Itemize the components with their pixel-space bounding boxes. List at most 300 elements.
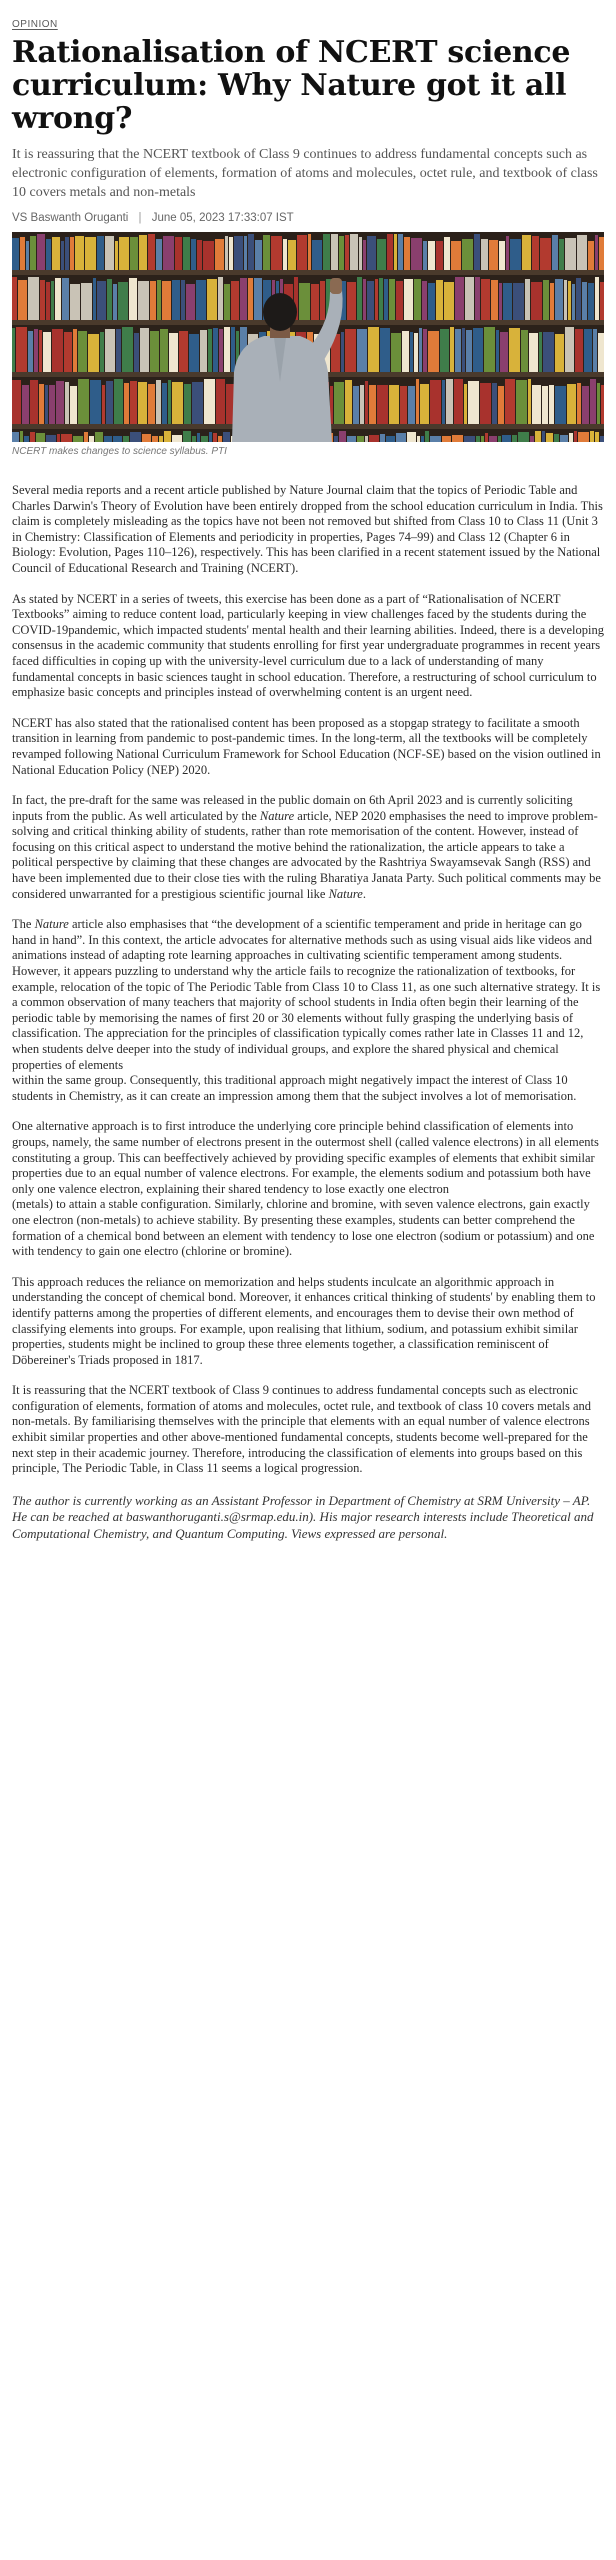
book-spine [119,237,129,270]
book-spine [535,431,541,442]
book-spine [160,329,168,372]
image-caption: NCERT makes changes to science syllabus. PTI [12,446,227,457]
book-spine [179,331,188,372]
book-spine [254,278,262,320]
publish-date: June 05, 2023 17:33:07 IST [151,212,294,224]
book-spine [28,331,33,372]
book-spine [500,332,508,372]
book-spine [359,237,362,270]
book-spine [595,235,598,270]
book-spine [219,329,223,372]
shelf-board [12,270,604,275]
book-spine [440,329,449,372]
book-spine [404,279,413,320]
book-spine [283,239,287,270]
book-spine [229,237,233,270]
book-spine [474,234,480,270]
book-spine [57,434,60,442]
book-spine [162,281,171,320]
book-spine [404,237,410,270]
book-spine [532,385,541,424]
book-spine [555,386,566,424]
book-spine [123,436,129,442]
book-spine [172,382,183,424]
book-spine [320,281,325,320]
book-spine [375,279,378,320]
book-spine [163,236,174,270]
book-spine [430,380,441,424]
book-spine [554,434,559,442]
book-spine [46,435,56,442]
book-spine [150,331,159,372]
book-spine [499,283,502,320]
book-spine [148,234,155,270]
book-spine [476,436,480,442]
book-spine [357,436,364,442]
byline-separator: | [138,212,142,224]
book-spine [600,282,604,320]
book-spine [159,436,163,442]
book-spine [357,329,367,372]
book-spine [104,436,112,442]
book-spine [148,384,155,424]
book-spine [454,379,463,424]
book-spine [577,235,587,270]
book-spine [172,435,182,442]
book-spine [218,277,223,320]
book-spine [387,234,393,270]
book-spine [420,384,429,424]
paragraph: It is reassuring that the NCERT textbook of Class 9 continues to address fundamental concepts such as electronic configuration of elements, formation of atoms and molecules, octet rule, and textbook of class 10 covers metals and non-metals. By familiarising themselves with the principle that elements with an equal number of valence electrons exhibit similar properties and other above-mentioned fundamental concepts, students become well-prepared for the next step in their academic journey. Therefore, introducing the classification of elements into groups based on this principle, The Periodic Table, in Class 11 seems a logical progression. [12,1383,591,1476]
book-spine [485,433,488,442]
book-spine [78,331,87,372]
book-spine [164,431,171,442]
book-spine [491,280,498,320]
book-spine [244,236,247,270]
book-spine [430,436,441,442]
author-note: The author is currently working as an Assistant Professor in Department of Chemistry at SRM University – AP. He can be reached at baswanthoruganti.s@srmap.edu.in). His major research interests include Theoretical and Computational Chemistry, and Quantum Computing. Views expressed are personal. [12,1492,594,1541]
book-spine [200,330,207,372]
book-spine [240,278,247,320]
book-spine [540,238,551,270]
book-spine [407,432,416,442]
book-spine [56,381,64,424]
book-spine [442,380,445,424]
book-spine [481,239,488,270]
book-spine [234,236,243,270]
book-spine [75,236,84,270]
book-spine [308,234,311,270]
book-spine [288,240,296,270]
book-spine [113,436,122,442]
book-spine [525,279,530,320]
book-spine [37,234,45,270]
book-spine [377,385,388,424]
text-run: The [12,917,35,932]
book-spine [367,236,376,270]
book-spine [542,386,548,424]
book-spine [408,386,415,424]
author-name[interactable]: VS Baswanth Oruganti [12,212,129,224]
book-spine [208,329,212,372]
section-kicker[interactable]: OPINION [12,19,58,30]
book-spine [152,436,158,442]
book-spine [532,236,539,270]
book-spine [201,436,208,442]
book-spine [365,436,368,442]
book-spine [255,240,262,270]
book-spine [78,379,89,424]
book-spine [248,234,254,270]
book-spine [595,432,599,442]
book-spine [423,241,427,270]
book-spine [578,432,589,442]
book-spine [339,431,346,442]
book-spine [28,277,39,320]
book-spine [590,379,596,424]
paragraph: Several media reports and a recent article published by Nature Journal claim that the topics of Periodic Table and Charles Darwin's Theory of Evolution have been entirely dropped from the school education curriculum in India. This claim is completely misleading as the topics have not been not removed but shifted from Class 10 to Class 11 (Unit 3 in Chemistry: Classification of Elements and periodicity in properties, Pages 74–99) and Class 12 (Chapter 6 in Biology: Evolution, Pages 110–126), respectively. This has been clarified in a recent statement issued by the National Council of Educational Research and Training (NCERT). [12,483,603,575]
book-spine [224,284,230,320]
journal-name: Nature [34,917,69,932]
book-spine [452,435,463,442]
book-spine [105,329,115,372]
book-spine [43,332,51,372]
book-spine [90,380,101,424]
book-spine [22,385,29,424]
book-spine [52,237,60,270]
byline [12,212,604,224]
book-spine [215,239,224,270]
book-spine [509,328,520,372]
book-spine [209,432,212,442]
book-spine [345,380,352,424]
book-spine [489,240,498,270]
book-spine [46,282,50,320]
book-spine [353,386,359,424]
book-spine [428,241,435,270]
book-spine [345,235,349,270]
book-spine [216,379,225,424]
book-spine [65,382,69,424]
book-spine [138,281,149,320]
book-spine [597,383,600,424]
book-spine [213,433,217,442]
book-spine [518,432,529,442]
book-spine [89,436,94,442]
book-spine [39,330,42,372]
book-spine [183,431,191,442]
book-spine [107,279,112,320]
book-spine [588,241,594,270]
book-spine [546,433,553,442]
book-spine [422,281,427,320]
book-spine [181,280,185,320]
book-spine [263,235,270,270]
book-spine [122,327,133,372]
book-spine [299,283,310,320]
book-spine [567,384,576,424]
book-spine [345,329,356,372]
book-spine [203,241,214,270]
book-spine [116,329,121,372]
book-spine [414,333,418,372]
book-spine [396,433,406,442]
book-spine [105,236,114,270]
book-spine [100,332,104,372]
book-spine [446,379,453,424]
book-spine [398,234,403,270]
book-spine [204,379,215,424]
book-spine [12,238,19,270]
book-spine [368,327,379,372]
book-spine [379,278,383,320]
book-spine [113,284,117,320]
book-spine [18,280,27,320]
paragraph [12,793,604,902]
book-spine [24,436,29,442]
book-spine [334,382,344,424]
book-spine [598,333,604,372]
book-spine [550,283,554,320]
book-spine [312,240,322,270]
book-spine [555,279,563,320]
book-spine [34,329,38,372]
book-spine [85,237,96,270]
book-spine [436,241,443,270]
book-spine [462,239,473,270]
book-spine [475,277,480,320]
book-spine [444,282,454,320]
paragraph: As stated by NCERT in a series of tweets, this exercise has been done as a part of “Rationalisation of NCERT Textbooks” aiming to reduce content load, particularly keeping in view challenges faced by the students during the COVID-19pandemic, which impacted students' mental health and their learning abilities. Indeed, there is a developing consensus in the academic community that students enrolling for first year undergraduate programmes in recent years faced difficulties in coping up with the university-level curriculum due to a lack of understanding of many fundamental concepts in basic sciences taught in school education. Therefore, a restructuring of school curriculum to emphasize basic concepts and principles instead of overwhelming content is an urgent need. [12,591,605,700]
book-spine [12,328,15,372]
book-spine [225,236,228,270]
book-spine [138,382,147,424]
book-spine [543,280,549,320]
book-spine [36,433,45,442]
book-spine [411,238,422,270]
book-spine [513,283,524,320]
book-spine [560,435,568,442]
book-spine [97,236,104,270]
book-spine [394,234,397,270]
book-spine [465,277,474,320]
book-spine [480,383,491,424]
book-spine [529,333,538,372]
book-spine [357,277,362,320]
journal-name: Nature [328,886,363,901]
book-spine [93,278,96,320]
book-spine [73,329,77,372]
book-spine [134,333,139,372]
paragraph: One alternative approach is to first introduce the underlying core principle behind classification of elements into groups, namely, the same number of electrons present in the outermost shell (called valence electrons) in all elements constituting a group. This can beeffectively achieved by providing specific examples of elements that exhibit similar properties due to an equal number of valence electrons. For example, the elements sodium and potassium both have only one valence electron, explaining their shared tendency to lose exactly one electron [12,1119,599,1196]
book-spine [559,239,564,270]
book-spine [73,436,83,442]
book-spine [510,239,521,270]
book-spine [492,383,497,424]
book-spine [331,234,338,270]
book-spine [498,436,501,442]
book-spine [213,328,218,372]
book-spine [118,282,128,320]
book-spine [473,328,483,372]
book-spine [189,334,199,372]
book-spine [311,284,319,320]
book-spine [231,281,239,320]
book-spine [172,280,180,320]
book-spine [157,280,161,320]
book-spine [156,380,161,424]
book-spine [421,436,424,442]
book-spine [347,436,356,442]
shelf-board [12,320,604,325]
book-spine [39,384,44,424]
journal-name: Nature [259,808,295,823]
book-spine [52,329,63,372]
book-spine [16,327,27,372]
book-spine [419,328,422,372]
book-spine [49,385,55,424]
book-spine [543,332,554,372]
book-spine [569,433,573,442]
book-spine [12,380,21,424]
book-spine [549,385,554,424]
book-spine [531,282,542,320]
book-spine [499,241,505,270]
book-spine [231,327,235,372]
book-spine [464,384,467,424]
book-spine [428,331,439,372]
book-spine [506,236,509,270]
book-spine [46,239,51,270]
book-spine [367,281,374,320]
book-spine [386,436,395,442]
book-spine [391,333,401,372]
book-spine [61,434,72,442]
book-spine [436,280,443,320]
book-spine [369,435,379,442]
book-spine [464,436,475,442]
book-spine [576,278,581,320]
book-spine [197,433,200,442]
book-spine [502,435,511,442]
book-spine [363,279,366,320]
book-spine [555,334,564,372]
book-spine [574,431,577,442]
book-spine [55,278,61,320]
book-spine [584,329,592,372]
book-spine [115,241,118,270]
book-spine [455,277,464,320]
book-spine [369,385,376,424]
paragraph: This approach reduces the reliance on memorization and helps students inculcate an algorithmic approach in understanding the concept of chemical bond. Moreover, it enhances critical thinking of students' by enabling them to identify patterns among the properties of different elements, and encourages them to devise their own method of classifying elements into groups. For example, upon realising that lithium, sodium, and potassium exhibit similar properties, students might be inclined to group these three elements together, a classification reminiscent of Döbereiner's Triads proposed in 1817. [12,1274,596,1367]
book-spine [124,383,129,424]
book-spine [481,279,490,320]
book-spine [462,328,465,372]
book-spine [503,283,512,320]
book-spine [168,380,171,424]
book-spine [365,381,368,424]
book-spine [114,379,123,424]
book-spine [341,332,344,372]
book-spine [400,386,407,424]
book-spine [102,385,105,424]
text-run: article also emphasises that “the development of a scientific temperament and pride in heritage can go hand in hand”. In this context, the article advocates for alternative methods such as using visual aids like videos and animations instead of adapting rote learning approaches in cultivating scientific temperament among students. However, it appears puzzling to understand why the article fails to recognize the rationalization of textbooks, for example, relocation of the topic of The Periodic Table from Class 10 to Class 11, as one such alternative strategy. It is a common observation of many teachers that majority of school students in India often begin their learning of the periodic table by memorising the names of first 20 or 30 elements without fully grasping the underlying basis of classification. The appreciation for the principles of classification typically comes rather late in Classes 11 and 12, when students delve deeper into the study of individual groups, and explore the shared physical and chemical properties of elements [12,917,601,1072]
paragraph: (metals) to attain a stable configuration. Similarly, chlorine and bromine, with seven valence electrons, gain exactly one electron (non-metals) to achieve stability. By presenting these examples, students can better comprehend the formation of a chemical bond between an element with tendency to lose one electron (sodium or potassium) and one with tendency to gain one electro (chlorine or bromine). [12,1197,595,1259]
book-spine [30,236,36,270]
book-spine [512,435,517,442]
book-spine [539,332,542,372]
book-spine [196,280,206,320]
book-spine [129,278,137,320]
book-spine [224,327,230,372]
book-spine [139,235,147,270]
book-spine [62,278,69,320]
book-spine [61,241,64,270]
book-spine [496,330,499,372]
book-spine [451,241,461,270]
book-spine [360,385,364,424]
book-spine [468,381,479,424]
book-spine [377,239,386,270]
hero-image [12,232,604,442]
book-spine [444,237,450,270]
book-spine [183,237,190,270]
book-spine [542,431,545,442]
book-spine [223,432,230,442]
article-title: Rationalisation of NCERT science curriculum: Why Nature got it all wrong? [12,35,571,136]
book-spine [389,385,399,424]
book-spine [582,282,587,320]
book-spine [384,279,388,320]
text-run: article, NEP 2020 emphasises the need to improve problem-solving and critical thinking ability of students, rather than rote memorisation of the content. However, instead of focusing on this critical aspect to understand the motive behind the rationalization, the article appears to take a political perspective by claiming that these changes are advocated by the Rashtriya Swayamsevak Sangh (RSS) and have been implemented due to their close ties with the ruling Bharatiya Janata Party. Such political comments may be considered unwarranted for a prestigious scientific journal like [12,808,601,901]
book-spine [380,434,385,442]
book-spine [565,238,576,270]
book-spine [416,379,419,424]
book-spine [191,239,196,270]
book-spine [40,280,45,320]
book-spine [142,434,151,442]
book-spine [248,278,253,320]
book-spine [565,327,574,372]
book-spine [466,330,472,372]
book-spine [12,432,19,442]
article-dek: It is reassuring that the NCERT textbook of Class 9 continues to address fundamental concepts such as electronic configuration of elements, formation of atoms and molecules, octet rule, and textbook of class 10 covers metals and non-metals [12,147,598,200]
book-spine [564,280,567,320]
book-spine [350,234,358,270]
book-spine [169,333,178,372]
book-spine [481,436,484,442]
book-spine [297,235,307,270]
book-spine [162,383,167,424]
book-spine [593,329,597,372]
book-spine [582,386,589,424]
book-spine [600,436,604,442]
book-spine [423,329,427,372]
book-spine [156,239,162,270]
book-spine [528,379,531,424]
book-spine [12,277,17,320]
book-spine [45,385,48,424]
book-spine [334,436,338,442]
article-body [12,483,604,1477]
book-spine [271,236,282,270]
book-spine [572,284,575,320]
book-spine [363,240,366,270]
book-spine [516,380,527,424]
book-spine [20,431,23,442]
book-spine [192,436,196,442]
book-spine [81,283,92,320]
